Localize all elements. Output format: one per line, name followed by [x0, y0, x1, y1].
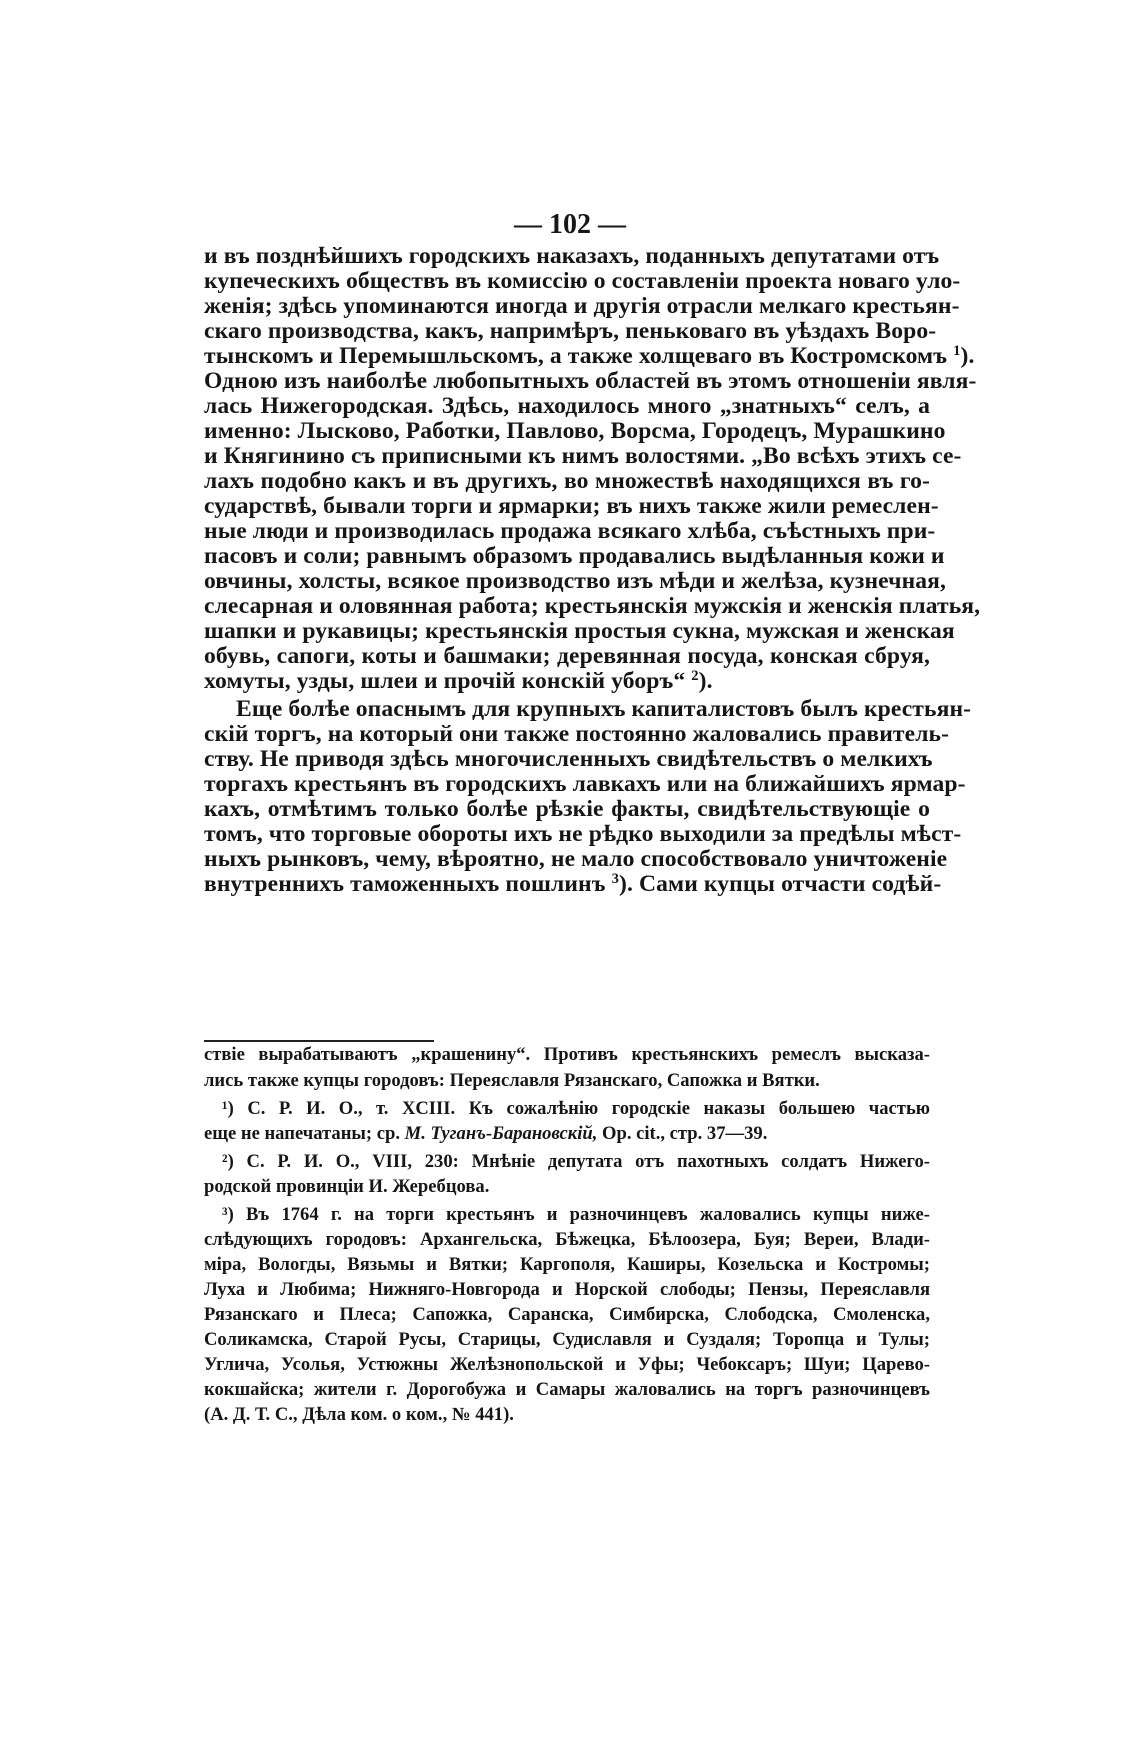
body-line: хомуты, узды, шлеи и прочій конскій уборъ“ $^2$). — [204, 667, 713, 694]
footnote-1: ¹) С. Р. И. О., т. XCIII. Къ сожалѣнію городскіе наказы большею частью — [222, 1098, 930, 1119]
body-line: Одною изъ наиболѣе любопытныхъ областей въ этомъ отношеніи явля- — [204, 368, 977, 394]
page-number: — 102 — — [514, 209, 626, 240]
body-line: скаго производства, какъ, напримѣръ, пеньковаго въ уѣздахъ Воро- — [204, 318, 937, 344]
body-line: обувь, сапоги, коты и башмаки; деревянная посуда, конская сбруя, — [204, 643, 930, 669]
body-line: скій торгъ, на который они также постоянно жаловались правитель- — [204, 721, 950, 747]
body-line: овчины, холсты, всякое производство изъ мѣди и желѣза, кузнечная, — [204, 568, 947, 594]
body-line: ные люди и производилась продажа всякаго хлѣба, съѣстныхъ при- — [204, 518, 936, 544]
body-line: слесарная и оловянная работа; крестьянскія мужскія и женскія платья, — [204, 593, 981, 619]
body-line: купеческихъ обществъ въ комиссію о составленіи проекта новаго уло- — [204, 268, 961, 294]
body-line: тынскомъ и Перемышльскомъ, а также холщеваго въ Костромскомъ $^1$). — [204, 342, 975, 369]
footnote-mark: ¹) — [222, 1098, 234, 1119]
body-line: лась Нижегородская. Здѣсь, находилось много „знатныхъ“ селъ, а — [204, 393, 930, 419]
body-line: томъ, что торговые обороты ихъ не рѣдко выходили за предѣлы мѣст- — [204, 821, 962, 847]
footnote-3: ³) Въ 1764 г. на торги крестьянъ и разночинцевъ жаловались купцы ниже- — [222, 1204, 930, 1225]
body-line: шапки и рукавицы; крестьянскія простыя сукна, мужская и женская — [204, 618, 955, 644]
body-line: женія; здѣсь упоминаются иногда и другія отрасли мелкаго крестьян- — [204, 293, 960, 319]
footnote-ref: 3 — [611, 870, 620, 887]
body-line: ству. Не приводя здѣсь многочисленныхъ свидѣтельствъ о мелкихъ — [204, 746, 933, 772]
body-line: торгахъ крестьянъ въ городскихъ лавкахъ или на ближайшихъ ярмар- — [204, 771, 966, 797]
body-line: лахъ подобно какъ и въ другихъ, во множествѣ находящихся въ го- — [204, 468, 930, 494]
paragraph-start: Еще болѣе опаснымъ для крупныхъ капиталистовъ былъ крестьян- — [236, 696, 972, 722]
footnote-ref: 2 — [691, 667, 699, 684]
body-line: кахъ, отмѣтимъ только болѣе рѣзкіе факты, свидѣтельствующіе о — [204, 796, 930, 822]
body-line: и въ позднѣйшихъ городскихъ наказахъ, поданныхъ депутатами отъ — [204, 243, 940, 269]
footnote-line: родской провинціи И. Жеребцова. — [204, 1176, 490, 1197]
footnote-line: Углича, Усолья, Устюжны Желѣзнопольской и Уфы; Чебоксаръ; Шуи; Царево- — [204, 1354, 930, 1375]
footnote-line: слѣдующихъ городовъ: Архангельска, Бѣжецка, Бѣлоозера, Буя; Вереи, Влади- — [204, 1229, 930, 1250]
body-line: пасовъ и соли; равнымъ образомъ продавались выдѣланныя кожи и — [204, 543, 945, 569]
body-line: внутреннихъ таможенныхъ пошлинъ $^3$). Сами купцы отчасти содѣй- — [204, 870, 942, 897]
body-line: и Княгинино съ приписными къ нимъ волостями. „Во всѣхъ этихъ се- — [204, 443, 962, 469]
footnote-line: міра, Вологды, Вязьмы и Вятки; Каргополя, Каширы, Козельска и Костромы; — [204, 1254, 930, 1275]
footnote-2: ²) С. Р. И. О., VIII, 230: Мнѣніе депутата отъ пахотныхъ солдатъ Нижего- — [222, 1151, 930, 1172]
footnote-line: Соликамска, Старой Русы, Старицы, Судиславля и Суздаля; Торопца и Тулы; — [204, 1329, 930, 1350]
body-line: ныхъ рынковъ, чему, вѣроятно, не мало способствовало уничтоженіе — [204, 846, 948, 872]
footnote-line: еще не напечатаны; ср. М. Туганъ-Барановскій, Ор. cit., стр. 37—39. — [204, 1123, 768, 1144]
footnote-mark: ³) — [222, 1204, 234, 1225]
footnote-line: Рязанскаго и Плеса; Сапожка, Саранска, Симбирска, Слободска, Смоленска, — [204, 1304, 930, 1325]
footnote-line: кокшайска; жители г. Дорогобужа и Самары жаловались на торгъ разночинцевъ — [204, 1379, 930, 1400]
footnote-line: (А. Д. Т. С., Дѣла ком. о ком., № 441). — [204, 1404, 514, 1425]
footnote-line: лись также купцы городовъ: Переяславля Рязанскаго, Сапожка и Вятки. — [204, 1070, 820, 1091]
footnote-line: ствіе вырабатываютъ „крашенину“. Противъ крестьянскихъ ремеслъ высказа- — [204, 1044, 930, 1065]
footnote-separator — [204, 1040, 434, 1042]
body-line: именно: Лысково, Работки, Павлово, Ворсма, Городецъ, Мурашкино — [204, 418, 946, 444]
footnote-line: Луха и Любима; Нижняго-Новгорода и Норской слободы; Пензы, Переяславля — [204, 1279, 930, 1300]
footnote-ref: 1 — [953, 342, 961, 359]
footnote-mark: ²) — [222, 1151, 234, 1172]
body-line: сударствѣ, бывали торги и ярмарки; въ нихъ также жили ремеслен- — [204, 493, 939, 519]
